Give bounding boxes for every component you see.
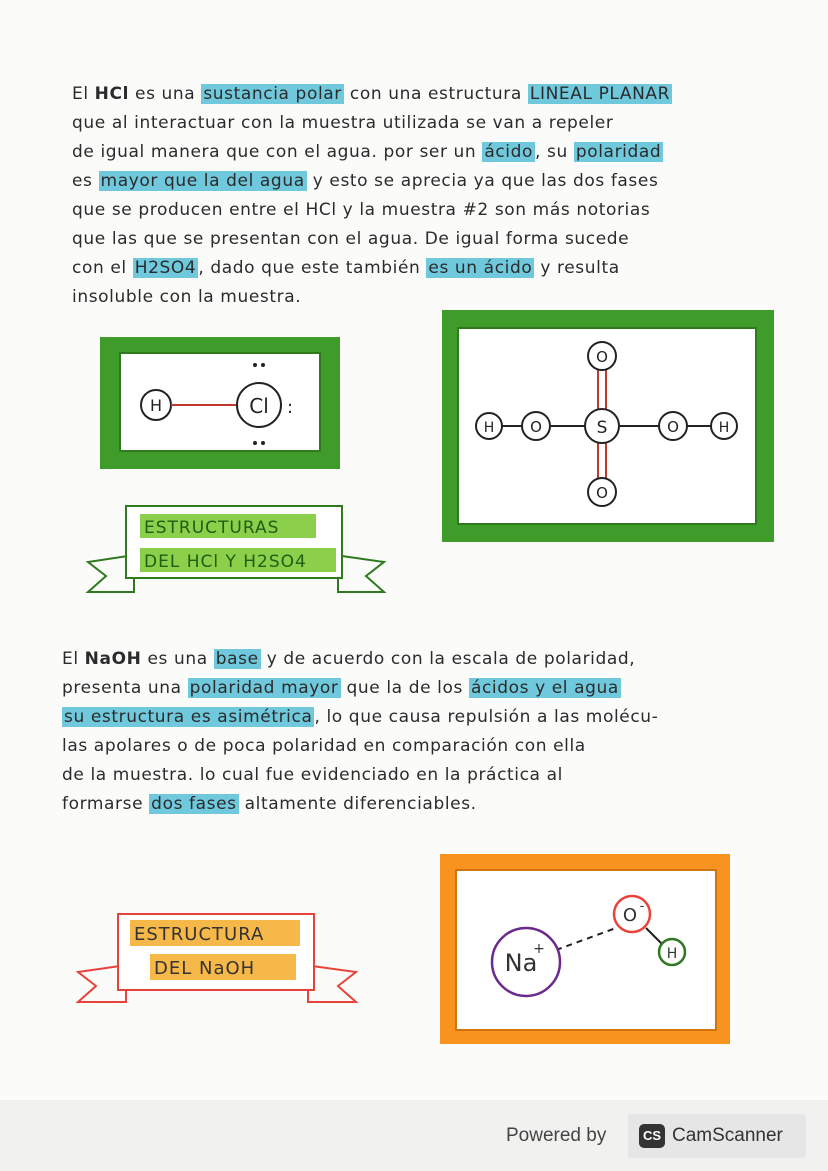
electron-dot bbox=[261, 363, 265, 367]
banner-acids bbox=[84, 504, 390, 600]
text-line: de la muestra. lo cual fue evidenciado en la práctica al bbox=[62, 765, 563, 785]
text-line: formarse dos fases altamente diferenciables. bbox=[62, 794, 477, 814]
hydrogen-label: H bbox=[483, 420, 495, 436]
oxygen-label: O bbox=[596, 484, 608, 502]
text-line: es mayor que la del agua y esto se aprecia ya que las dos fases bbox=[72, 171, 659, 191]
text-line: con el H2SO4 , dado que este también es un ácido y resulta bbox=[72, 258, 620, 278]
camscanner-logo-icon: CS bbox=[639, 1124, 665, 1148]
paragraph-hcl bbox=[72, 80, 672, 312]
banner-line1: ESTRUCTURA bbox=[134, 924, 265, 945]
lone-pair-right: : bbox=[287, 397, 294, 418]
text-line: que se producen entre el HCl y la muestra #2 son más notorias bbox=[72, 200, 651, 220]
oxygen-charge: - bbox=[639, 899, 645, 914]
text-line: que al interactuar con la muestra utilizada se van a repeler bbox=[72, 113, 614, 133]
banner-line2: DEL NaOH bbox=[154, 958, 256, 979]
oxygen-label: O bbox=[667, 418, 679, 436]
electron-dot bbox=[253, 441, 257, 445]
text-line: las apolares o de poca polaridad en comparación con ella bbox=[62, 736, 586, 756]
text-line: presenta una polaridad mayor que la de los ácidos y el agua bbox=[62, 678, 619, 698]
oxygen-label: O bbox=[530, 418, 542, 436]
naoh-structure-diagram bbox=[436, 850, 736, 1050]
h2so4-structure-diagram bbox=[438, 306, 778, 546]
electron-dot bbox=[253, 363, 257, 367]
hcl-structure-diagram bbox=[96, 333, 346, 473]
banner-line1: ESTRUCTURAS bbox=[144, 518, 280, 538]
hydrogen-label: H bbox=[149, 396, 163, 415]
text-line: su estructura es asimétrica , lo que causa repulsión a las molécu- bbox=[64, 707, 659, 727]
text-line: El HCl es una sustancia polar con una estructura LINEAL PLANAR bbox=[72, 84, 671, 104]
hydrogen-label: H bbox=[718, 420, 730, 436]
oxygen-label: O bbox=[622, 905, 638, 926]
sulfur-label: S bbox=[596, 418, 608, 438]
powered-by-text: Powered by bbox=[506, 1125, 607, 1146]
text-line: El NaOH es una base y de acuerdo con la escala de polaridad, bbox=[62, 649, 636, 669]
sodium-charge: + bbox=[533, 941, 545, 957]
hydrogen-label: H bbox=[666, 946, 678, 962]
paragraph-naoh bbox=[62, 645, 658, 819]
banner-naoh bbox=[74, 910, 364, 1010]
banner-line2: DEL HCl Y H2SO4 bbox=[144, 552, 307, 572]
text-line: de igual manera que con el agua. por ser un ácido , su polaridad bbox=[72, 142, 662, 162]
ribbon-tail-right bbox=[338, 556, 384, 592]
text-line: insoluble con la muestra. bbox=[72, 287, 302, 307]
chlorine-label: Cl bbox=[249, 394, 269, 418]
electron-dot bbox=[261, 441, 265, 445]
sodium-label: Na bbox=[504, 949, 538, 977]
oxygen-label: O bbox=[596, 348, 608, 366]
text-line: que las que se presentan con el agua. De igual forma sucede bbox=[72, 229, 630, 249]
ribbon-tail-right bbox=[308, 966, 356, 1002]
camscanner-brand: CamScanner bbox=[672, 1125, 783, 1146]
